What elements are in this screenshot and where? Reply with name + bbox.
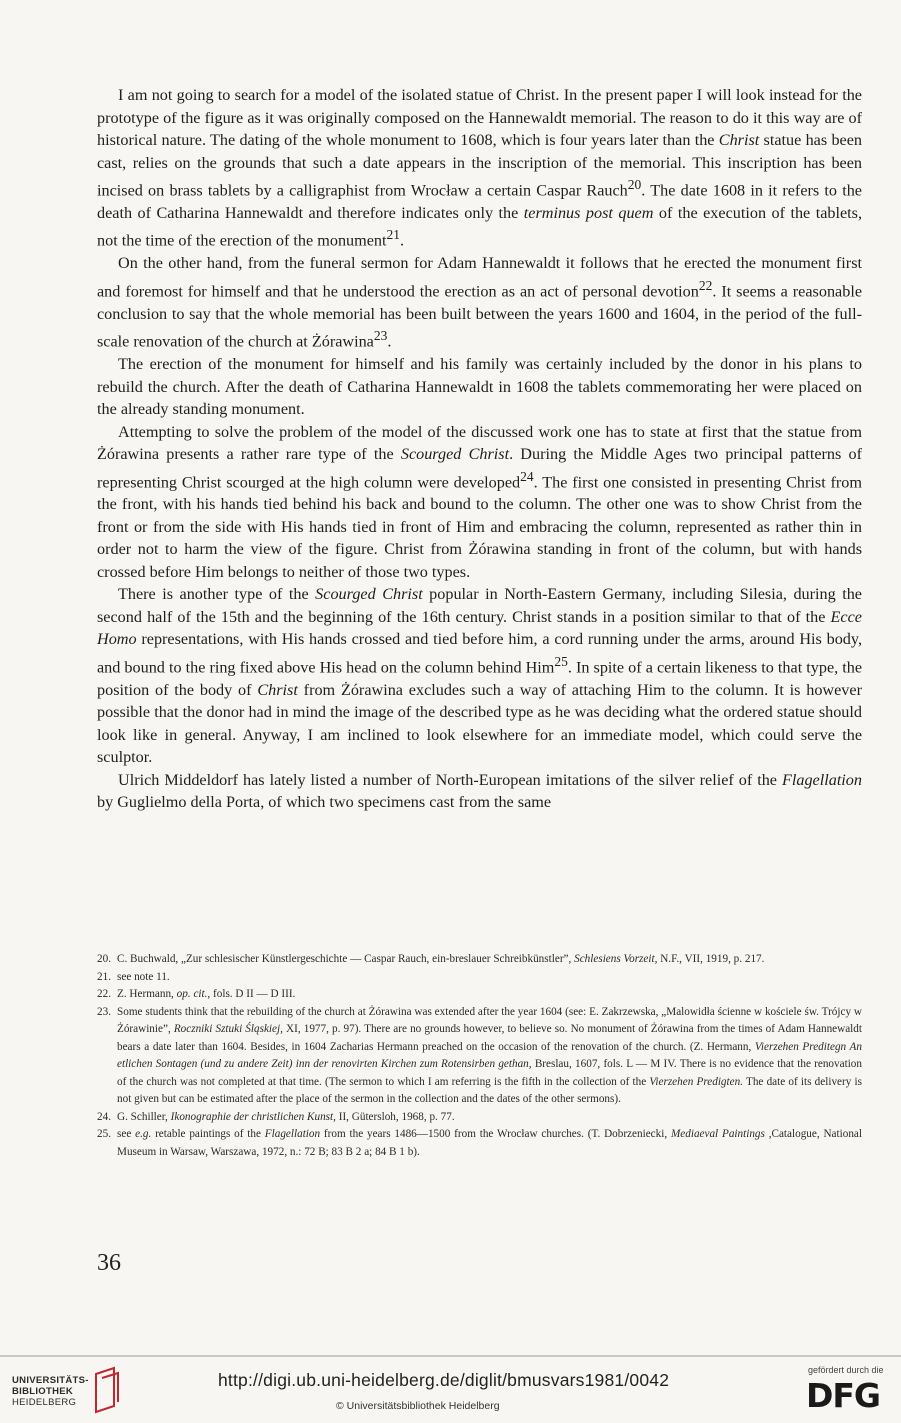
- text-run: Breslau, 1607, fols. L — M IV. There is no evidence that the renovation of the church was not completed at that time. (The sermon to which I am referring is the fifth in the collection of the: [117, 1058, 862, 1088]
- paragraph: [97, 84, 862, 252]
- text-run: fols. D II — D III.: [210, 988, 296, 1000]
- footnote: [97, 1109, 862, 1127]
- text-run: see note 11.: [117, 970, 170, 983]
- text-run: representations, with His hands crossed and tied before him, a cord running under the arms, around His body, and bound to the ring fixed above His head on the column behind Him: [97, 630, 862, 677]
- body-text: [97, 84, 862, 814]
- italic-run: Flagellation: [781, 770, 862, 789]
- italic-run: Mediaeval Paintings: [670, 1128, 765, 1140]
- text-run: see: [117, 1128, 136, 1140]
- page-content: [97, 84, 862, 814]
- italic-run: Scourged Christ: [400, 445, 510, 464]
- italic-run: Roczniki Sztuki Śląskiej,: [173, 1023, 283, 1035]
- text-run: II, Gütersloh, 1968, p. 77.: [335, 1110, 455, 1123]
- italic-run: Scourged Christ: [315, 585, 423, 604]
- text-run: ,Catalogue, National Museum in Warsaw, Warszawa, 1972, n.: 72 B; 83 B 2 a; 84 B 1 b).: [117, 1128, 862, 1158]
- text-run: statue has been cast, relies on the grounds that such a date appears in the inscription of the memorial. This inscription has been incised on brass tablets by a calligraphist from Wrocław a certain Caspar Rauch: [97, 131, 862, 200]
- italic-run: op. cit.,: [176, 988, 211, 1000]
- footnote-text: [117, 1109, 862, 1127]
- footnote-text: [117, 1004, 862, 1109]
- text-run: On the other hand, from the funeral sermon for Adam Hannewaldt it follows that he erected the monument first and foremost for himself and that he understood the erection as an act of personal devotion: [97, 254, 862, 301]
- logo-line: BIBLIOTHEK: [12, 1386, 74, 1397]
- text-run: . It seems a reasonable conclusion to say that the whole memorial has been built between the years 1600 and 1604, in the period of the full-scale renovation of the church at Żórawina: [97, 282, 862, 351]
- library-emblem-icon: [88, 1366, 124, 1414]
- italic-run: Vierzehen Preditegn An etlichen Sontagen (und zu andere Zeit) inn der renovirten Kirchen zum Rotensirben gethan,: [117, 1040, 862, 1070]
- footnote-number: 25.: [97, 1128, 111, 1140]
- text-run: .: [387, 332, 392, 351]
- italic-run: Vierzehen Predigten.: [649, 1075, 743, 1088]
- text-run: from the years 1486—1500 from the Wrocław churches. (T. Dobrzeniecki,: [320, 1128, 671, 1140]
- text-run: There is another type of the: [118, 585, 316, 604]
- text-run: popular in North-Eastern Germany, including Silesia, during the second half of the 15th and the beginning of the 16th century. Christ stands in a position similar to that of the: [97, 585, 862, 626]
- footnote-ref: 23: [373, 328, 388, 344]
- paragraph: [97, 252, 862, 353]
- footnote-text: [117, 951, 862, 969]
- text-run: The date of its delivery is not given but can be estimated after the place of the sermon in the collection and the dates of the other sermons).: [117, 1075, 862, 1105]
- italic-run: Ikonographie der christlichen Kunst,: [170, 1110, 336, 1123]
- text-run: . In spite of a certain likeness to that type, the position of the body of: [97, 658, 863, 699]
- italic-run: Christ: [718, 131, 760, 149]
- text-run: from Żórawina excludes such a way of attaching Him to the column. It is however possible that the donor had in mind the image of the described type as he was deciding what the ordered statue should look like in general. Anyway, I am inclined to look elsewhere for an immediate model, which could serve the sculptor.: [97, 680, 862, 767]
- text-run: Z. Hermann,: [117, 988, 177, 1000]
- copyright-notice: © Universitätsbibliothek Heidelberg: [336, 1400, 500, 1412]
- text-run: by Guglielmo della Porta, of which two specimens cast from the same: [97, 793, 552, 812]
- footnote: [97, 1126, 862, 1161]
- italic-run: Christ: [257, 680, 298, 699]
- text-run: .: [400, 231, 405, 250]
- text-run: Attempting to solve the problem of the model of the discussed work one has to state at first that the statue from Żórawina presents a rather rare type of the: [97, 422, 862, 464]
- text-run: C. Buchwald, „Zur schlesischer Künstlergeschichte — Caspar Rauch, ein-breslauer Schreibkünstler”,: [117, 953, 575, 965]
- dfg-logo[interactable]: DFG: [806, 1376, 881, 1415]
- text-run: retable paintings of the: [151, 1128, 265, 1140]
- footer-divider: [0, 1355, 901, 1357]
- footnote-ref: 25: [554, 653, 568, 669]
- footnote-ref: 20: [627, 177, 642, 192]
- footnote-text: [117, 1126, 862, 1161]
- paragraph: [97, 583, 862, 768]
- text-run: N.F., VII, 1919, p. 217.: [657, 953, 765, 965]
- text-run: of the execution of the tablets, not the time of the erection of the monument: [97, 203, 863, 250]
- text-run: . The date 1608 in it refers to the death of Catharina Hannewaldt and therefore indicates only the: [97, 181, 862, 222]
- text-run: Some students think that the rebuilding of the church at Żórawina was extended after the year 1604 (see: E. Zakrzewska, „Malowidła ścienne w kościele św. Trójcy w Żórawinie”,: [117, 1005, 862, 1035]
- permalink-url[interactable]: http://digi.ub.uni-heidelberg.de/diglit/bmusvars1981/0042: [218, 1370, 670, 1390]
- text-run: Ulrich Middeldorf has lately listed a number of North-European imitations of the silver relief of the: [118, 770, 782, 789]
- italic-run: Flagellation: [264, 1128, 321, 1140]
- footnote-number: 24.: [97, 1110, 111, 1123]
- paragraph: [97, 769, 862, 814]
- text-run: . During the Middle Ages two principal patterns of representing Christ scourged at the high column were developed: [97, 445, 862, 491]
- text-run: . The first one consisted in presenting Christ from the front, with his hands tied behind his back and bound to the column. The other one was to show Christ from the front or from the side with His hands tied in front of Him and embracing the column, represented as rather thin in order not to harm the view of the figure. Christ from Żórawina standing in front of the column, but with hands crossed before Him belongs to neither of those two types.: [97, 472, 862, 581]
- logo-line: HEIDELBERG: [12, 1397, 77, 1408]
- footnote-text: [117, 986, 862, 1004]
- italic-run: e.g.: [135, 1128, 152, 1140]
- text-run: G. Schiller,: [117, 1110, 171, 1123]
- footnote: [97, 986, 862, 1004]
- footnote-number: 22.: [97, 988, 111, 1000]
- university-library-logo[interactable]: [12, 1375, 89, 1408]
- footnote: [97, 1004, 862, 1109]
- footnote-ref: 22: [698, 277, 713, 293]
- text-run: XI, 1977, p. 97). There are no grounds however, to believe so. No monument of Żórawina from the times of Adam Hannewaldt bears a date later than 1604. Besides, in 1604 Zacharias Hermann preached on the occasion of the renovation of the church. (Z. Hermann,: [117, 1023, 862, 1053]
- text-run: The erection of the monument for himself and his family was certainly included by the donor in his plans to rebuild the church. After the death of Catharina Hannewaldt in 1608 the tablets commemorating her were placed on the already standing monument.: [97, 355, 862, 419]
- footnotes: [97, 951, 862, 1161]
- page-number: 36: [97, 1250, 121, 1276]
- logo-line: UNIVERSITÄTS-: [12, 1375, 89, 1386]
- paragraph: [97, 421, 862, 584]
- footnote: [97, 969, 862, 987]
- italic-run: Schlesiens Vorzeit,: [574, 953, 658, 965]
- footnote-ref: 21: [386, 227, 400, 243]
- viewer-footer: [0, 1355, 901, 1423]
- footnote-text: [117, 969, 862, 987]
- italic-run: terminus post quem: [523, 203, 654, 222]
- footnote-ref: 24: [520, 468, 534, 484]
- funding-label: gefördert durch die: [808, 1365, 884, 1375]
- footnote-number: 23.: [97, 1005, 111, 1018]
- footnote-number: 21.: [97, 970, 111, 983]
- italic-run: Ecce Homo: [97, 607, 862, 649]
- paragraph: [97, 353, 862, 421]
- footnote-number: 20.: [97, 953, 111, 965]
- text-run: I am not going to search for a model of the isolated statue of Christ. In the present paper I will look instead for the prototype of the figure as it was originally composed on the Hannewaldt memorial. The reason to do it this way are of historical nature. The dating of the whole monument to 1608, which is four years later than the: [97, 86, 862, 149]
- footnote: [97, 951, 862, 969]
